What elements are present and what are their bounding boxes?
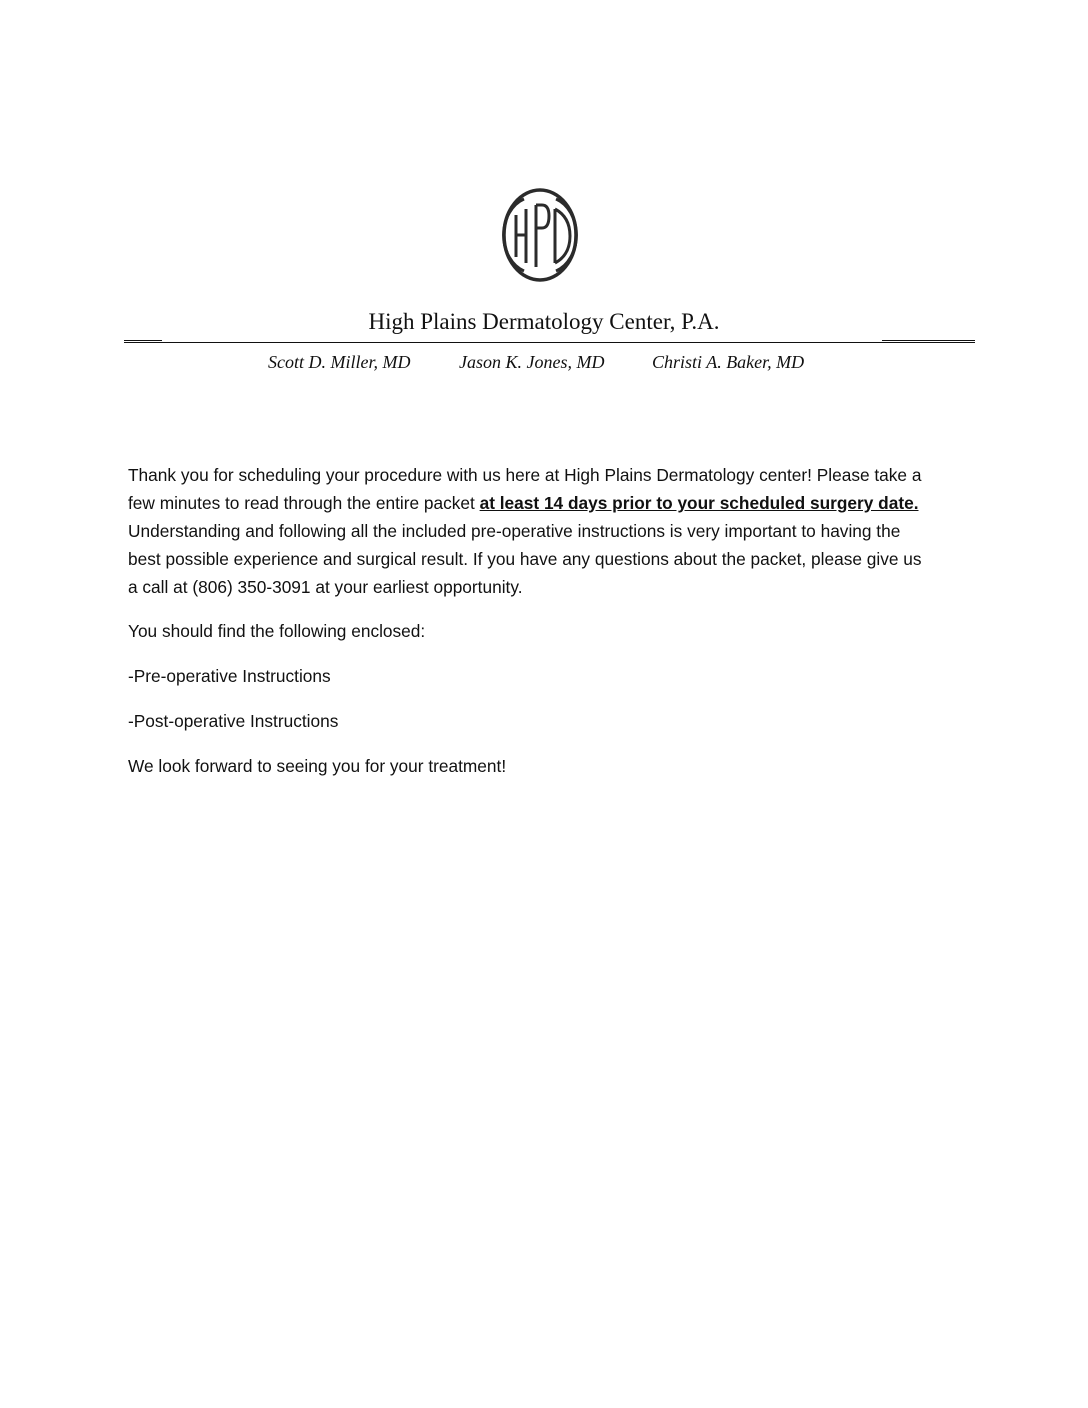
- enclosure-item: -Post-operative Instructions: [128, 711, 339, 731]
- intro-line: Understanding and following all the included pre-operative instructions is very important to having the: [128, 521, 901, 541]
- closing-line: We look forward to seeing you for your treatment!: [128, 756, 507, 776]
- intro-line: a call at (806) 350-3091 at your earliest opportunity.: [128, 577, 523, 597]
- intro-text: few minutes to read through the entire packet: [128, 493, 480, 513]
- intro-line: Thank you for scheduling your procedure with us here at High Plains Dermatology center! Please take a: [128, 465, 922, 485]
- intro-line: [128, 489, 968, 517]
- enclosed-heading: You should find the following enclosed:: [128, 621, 426, 641]
- doctor-name: Scott D. Miller, MD: [268, 352, 411, 372]
- letterhead-rule: [124, 342, 975, 343]
- deadline-emphasis: at least 14 days prior to your scheduled surgery date.: [479, 493, 919, 513]
- letterhead-rule-left: [124, 340, 162, 341]
- enclosure-item: -Pre-operative Instructions: [128, 666, 331, 686]
- intro-paragraph: [128, 461, 968, 601]
- intro-line: best possible experience and surgical result. If you have any questions about the packet, please give us: [128, 549, 922, 569]
- doctor-name: Christi A. Baker, MD: [652, 352, 805, 372]
- letterhead-rule-right: [882, 340, 975, 341]
- practice-name: High Plains Dermatology Center, P.A.: [368, 309, 720, 334]
- doctor-name: Jason K. Jones, MD: [459, 352, 605, 372]
- hpd-logo: [500, 187, 580, 283]
